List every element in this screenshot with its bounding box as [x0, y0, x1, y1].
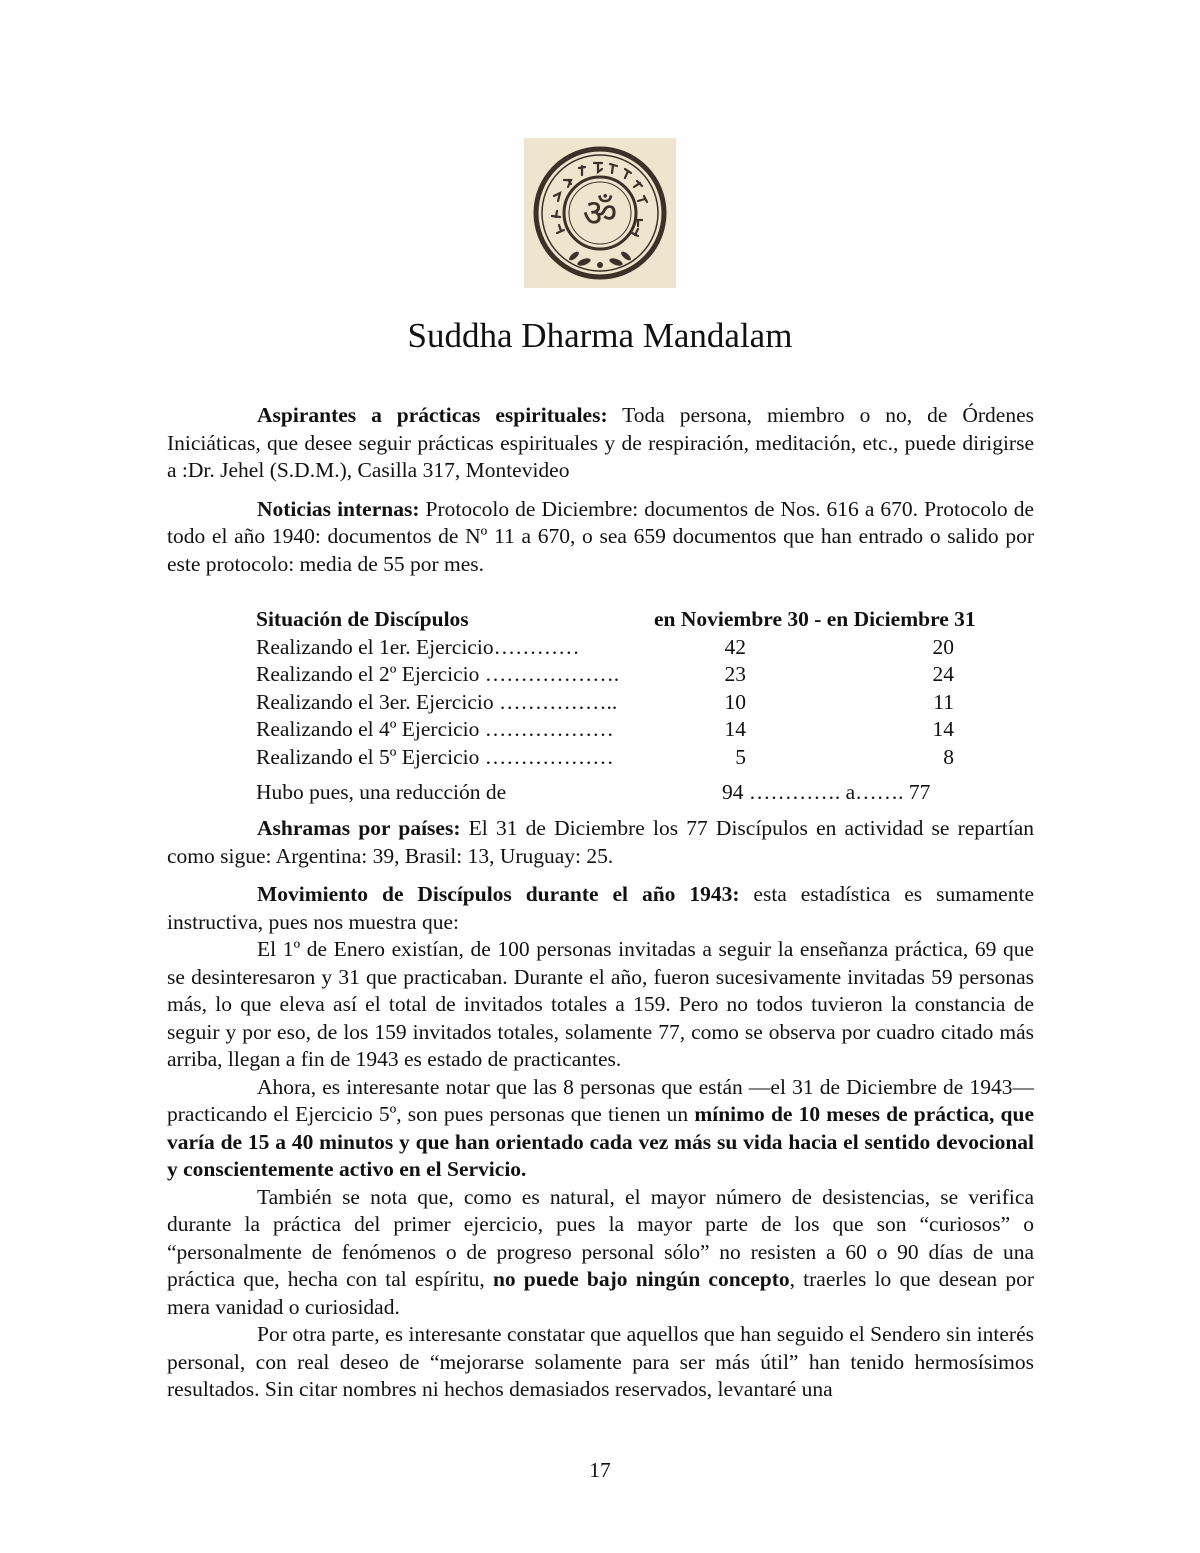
disciples-table — [256, 606, 1016, 807]
paragraph-ashramas: Ashramas por países: El 31 de Diciembre los 77 Discípulos en actividad se repartían como sigue: Argentina: 39, Brasil: 13, Uruguay: 25. — [167, 816, 1034, 868]
table-row: Realizando el 3er. Ejercicio …………….. 10 11 — [256, 689, 954, 714]
table-total-row: Hubo pues, una reducción de 94 …………. a……. 77 — [256, 780, 931, 804]
table-row: Realizando el 2º Ejercicio ………………. 23 24 — [256, 662, 954, 686]
page-title: Suddha Dharma Mandalam — [407, 316, 793, 355]
paragraph-noticias: Noticias internas: Protocolo de Diciembre: documentos de Nos. 616 a 670. Protocolo de todo el año 1940: documentos de Nº 11 a 670, o sea 659 documentos que han entrado o salido por este protocolo: media de 55 por mes. — [167, 496, 1035, 576]
body-top — [167, 402, 1034, 578]
om-seal-image — [524, 138, 676, 288]
paragraph-movimiento: Movimiento de Discípulos durante el año 1943: esta estadística es sumamente instructiva, pues nos muestra que: — [167, 882, 1034, 934]
om-seal-icon — [524, 138, 676, 288]
table-header — [256, 606, 1016, 634]
page-number: 17 — [589, 1458, 611, 1482]
table-header-right: en Noviembre 30 - en Diciembre 31 — [654, 607, 976, 631]
svg-text:ॐ: ॐ — [582, 191, 618, 235]
paragraph-enero: El 1º de Enero existían, de 100 personas invitadas a seguir la enseñanza práctica, 69 que se desinteresaron y 31 que practicaban. Durante el año, fueron sucesivamente invitadas 59 personas más, lo que eleva así el total de invitados totales a 159. Pero no todos tuvieron la constancia de seguir y por eso, de los 159 invitados totales, solamente 77, como se observa por cuadro citado más arriba, llegan a fin de 1943 es estado de practicantes. — [167, 937, 1034, 1071]
body-bottom — [167, 815, 1034, 1404]
paragraph-ahora: Ahora, es interesante notar que las 8 personas que están —el 31 de Diciembre de 1943— practicando el Ejercicio 5º, son pues personas que tienen un mínimo de 10 meses de práctica, que varía de 15 a 40 minutos y que han orientado cada vez más su vida hacia el sentido devocional y conscientemente activo en el Servicio. — [167, 1074, 1034, 1181]
paragraph-aspirantes: Aspirantes a prácticas espirituales: Toda persona, miembro o no, de Órdenes Iniciáticas, que desee seguir prácticas espirituales y de respiración, meditación, etc., puede dirigirse a :Dr. Jehel (S.D.M.), Casilla 317, Montevideo — [167, 403, 1034, 482]
table-row: Realizando el 5º Ejercicio ……………… 5 8 — [256, 744, 954, 769]
paragraph-tambien: También se nota que, como es natural, el mayor número de desistencias, se verifica durante la práctica del primer ejercicio, pues la mayor parte de los que son “curiosos” o “personalmente de fenómenos o de progreso personal sólo” no resisten a 60 o 90 días de una práctica que, hecha con tal espíritu, no puede bajo ningún concepto, traerles lo que desean por mera vanidad o curiosidad. — [167, 1184, 1034, 1319]
paragraph-por-otra-parte: Por otra parte, es interesante constatar que aquellos que han seguido el Sendero sin interés personal, con real deseo de “mejorarse solamente para ser más útil” han tenido hermosísimos resultados. Sin citar nombres ni hechos demasiados reservados, levantaré una — [167, 1322, 1034, 1401]
table-row: Realizando el 4º Ejercicio ……………… 14 14 — [256, 717, 954, 741]
table-row: Realizando el 1er. Ejercicio………… 42 20 — [256, 634, 954, 659]
table-header-left: Situación de Discípulos — [256, 607, 469, 631]
